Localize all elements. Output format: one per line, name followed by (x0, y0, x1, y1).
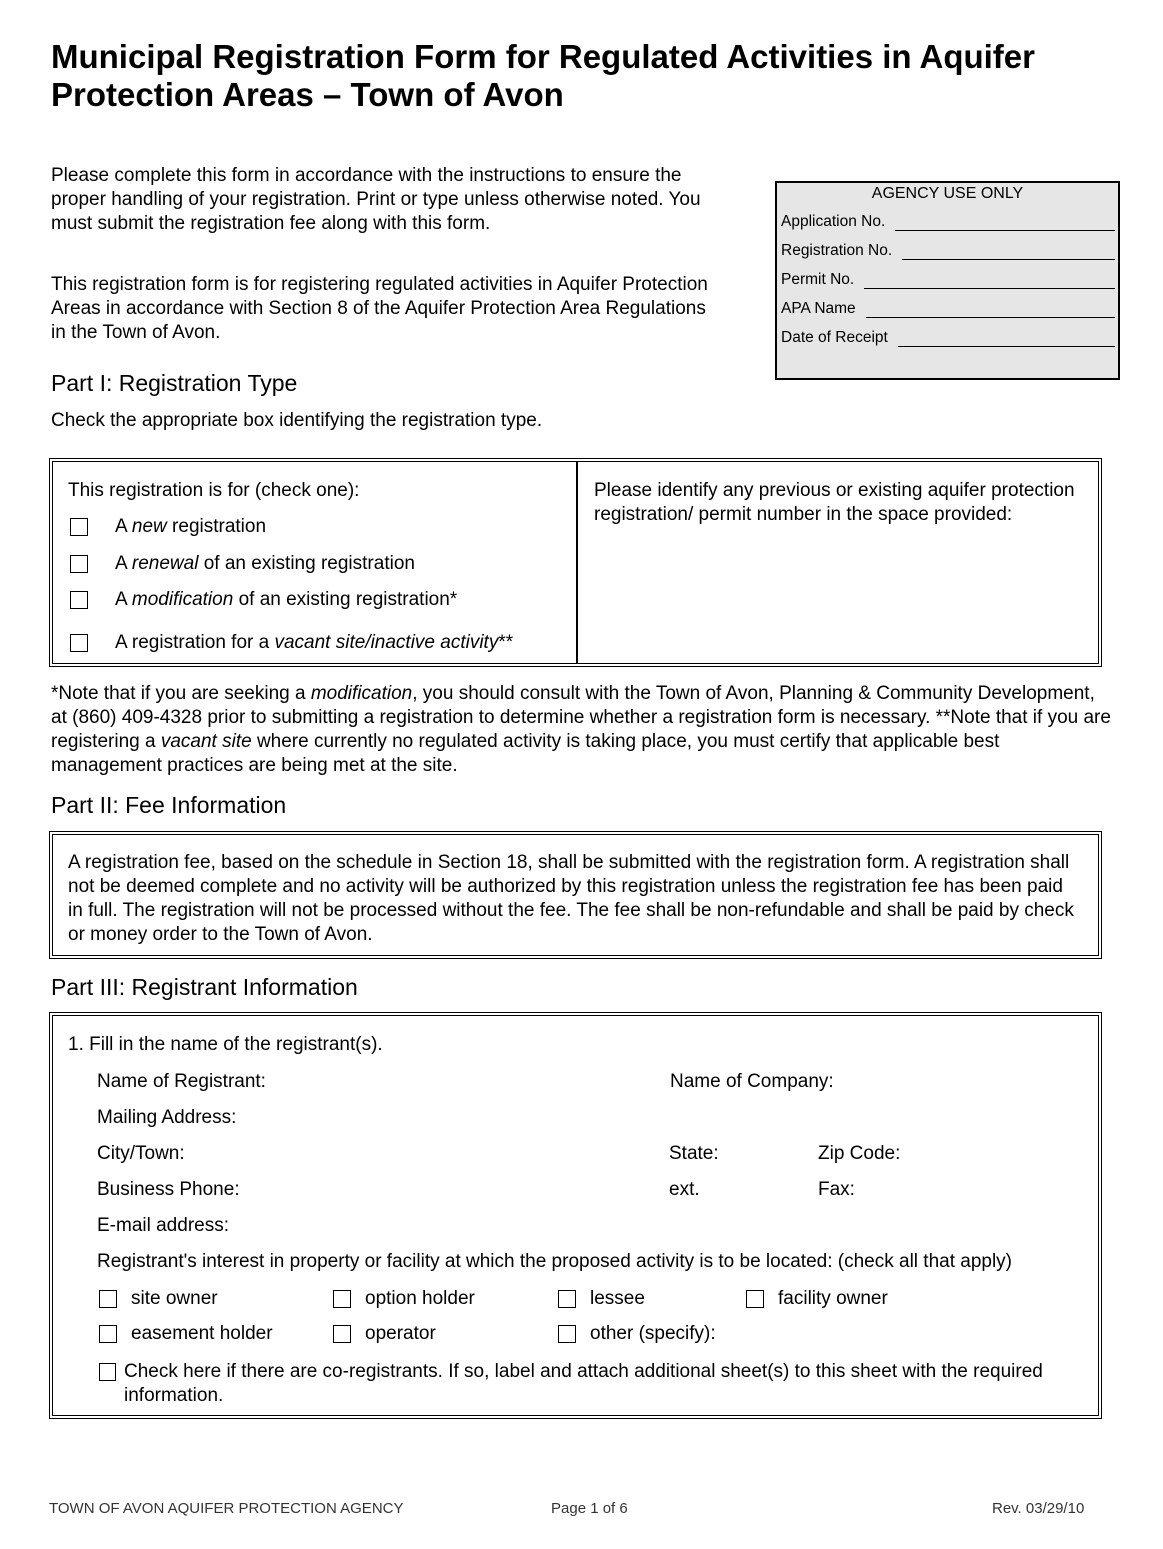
name-of-company-label: Name of Company: (670, 1071, 834, 1092)
footer-agency: TOWN OF AVON AQUIFER PROTECTION AGENCY (49, 1500, 404, 1517)
date-of-receipt-field[interactable] (781, 329, 1115, 347)
registration-no-field[interactable] (781, 242, 1115, 260)
footer-page-number: Page 1 of 6 (551, 1500, 628, 1517)
facility-owner-checkbox[interactable] (746, 1290, 764, 1308)
city-town-label: City/Town: (97, 1143, 185, 1164)
mailing-address-input[interactable] (263, 1102, 1083, 1130)
mailing-address-label: Mailing Address: (97, 1107, 237, 1128)
vacant-site-checkbox[interactable] (70, 634, 88, 652)
business-phone-label: Business Phone: (97, 1179, 240, 1200)
modification-checkbox[interactable] (70, 591, 88, 609)
item1-label: 1. Fill in the name of the registrant(s). (68, 1034, 383, 1055)
interest-other[interactable]: other (specify): (558, 1322, 716, 1346)
interest-site-owner[interactable]: site owner (99, 1287, 218, 1311)
email-label: E-mail address: (97, 1215, 229, 1236)
site-owner-checkbox[interactable] (99, 1290, 117, 1308)
city-town-input[interactable] (208, 1138, 658, 1166)
intro-paragraph-1: Please complete this form in accordance with the instructions to ensure the proper handling of your registration. Print or type unless otherwise noted. You must submit the registration fee along with this form. (51, 165, 701, 234)
interest-lessee[interactable]: lessee (558, 1287, 645, 1311)
email-input[interactable] (253, 1210, 1083, 1238)
apa-name-label: APA Name (781, 300, 856, 317)
application-no-label: Application No. (781, 213, 886, 230)
interest-label: Registrant's interest in property or facility at which the proposed activity is to be located: (check all that apply) (97, 1251, 1013, 1272)
registrant-information-box (49, 1012, 1102, 1419)
coregistrants-label: Check here if there are co-registrants. If so, label and attach additional sheet(s) to this sheet with the required information. (124, 1361, 1043, 1406)
lessee-checkbox[interactable] (558, 1290, 576, 1308)
new-registration-checkbox[interactable] (70, 518, 88, 536)
fax-label: Fax: (818, 1179, 855, 1200)
apa-name-field[interactable] (781, 300, 1115, 318)
fee-information-text: A registration fee, based on the schedule in Section 18, shall be submitted with the registration form. A registration shall not be deemed complete and no activity will be authorized by this registration unless the registration fee has been paid in full. The registration will not be processed without the fee. The fee shall be non-refundable and shall be paid by check or money order to the Town of Avon. (68, 852, 1074, 945)
name-of-registrant-label: Name of Registrant: (97, 1071, 266, 1092)
registration-for-label: This registration is for (check one): (68, 480, 360, 501)
permit-no-field[interactable] (781, 271, 1115, 289)
part2-heading: Part II: Fee Information (51, 792, 287, 818)
renewal-checkbox[interactable] (70, 555, 88, 573)
option-holder-checkbox[interactable] (333, 1290, 351, 1308)
part1-instruction: Check the appropriate box identifying the registration type. (51, 410, 543, 431)
state-label: State: (669, 1143, 719, 1164)
box-divider (576, 462, 578, 663)
part1-note: *Note that if you are seeking a modification, you should consult with the Town of Avon, Planning & Community Development, at (860) 409-4328 prior to submitting a registration to determine whether a registration form is necessary. **Note that if you are registering a vacant site where currently no regulated activity is taking place, you must certify that applicable best management practices are being met at the site. (51, 683, 1111, 776)
interest-option-holder[interactable]: option holder (333, 1287, 475, 1311)
part3-heading: Part III: Registrant Information (51, 974, 358, 1000)
business-phone-input[interactable] (263, 1174, 653, 1202)
coregistrants-option[interactable] (99, 1360, 1084, 1408)
operator-checkbox[interactable] (333, 1325, 351, 1343)
state-input[interactable] (731, 1138, 811, 1166)
name-of-registrant-input[interactable] (293, 1066, 653, 1094)
ext-label: ext. (669, 1179, 700, 1200)
zip-code-input[interactable] (915, 1138, 1085, 1166)
previous-permit-number-input[interactable] (594, 557, 1084, 657)
permit-no-label: Permit No. (781, 271, 855, 288)
page-title: Municipal Registration Form for Regulated Activities in Aquifer Protection Areas – Town of Avon (51, 38, 1035, 113)
registration-type-box (49, 458, 1102, 667)
application-no-field[interactable] (781, 213, 1115, 231)
name-of-company-input[interactable] (853, 1066, 1093, 1094)
easement-holder-checkbox[interactable] (99, 1325, 117, 1343)
zip-code-label: Zip Code: (818, 1143, 901, 1164)
agency-heading: AGENCY USE ONLY (871, 185, 1024, 202)
interest-facility-owner[interactable]: facility owner (746, 1287, 888, 1311)
fax-input[interactable] (865, 1174, 1085, 1202)
ext-input[interactable] (713, 1174, 808, 1202)
previous-permit-instruction: Please identify any previous or existing aquifer protection registration/ permit number in the space provided: (594, 480, 1075, 525)
agency-use-only-box (775, 181, 1120, 380)
option-new-registration[interactable]: A new registration (70, 515, 266, 539)
other-checkbox[interactable] (558, 1325, 576, 1343)
interest-operator[interactable]: operator (333, 1322, 436, 1346)
fee-information-box (49, 831, 1102, 959)
date-of-receipt-label: Date of Receipt (781, 329, 888, 346)
interest-easement-holder[interactable]: easement holder (99, 1322, 273, 1346)
other-specify-input[interactable] (743, 1318, 1083, 1346)
coregistrants-checkbox[interactable] (99, 1363, 116, 1381)
intro-paragraph-2: This registration form is for registering regulated activities in Aquifer Protection Areas in accordance with Section 8 of the Aquifer Protection Area Regulations in the Town of Avon. (51, 274, 708, 343)
footer-revision: Rev. 03/29/10 (992, 1500, 1085, 1517)
part1-heading: Part I: Registration Type (51, 370, 298, 396)
option-renewal[interactable]: A renewal of an existing registration (70, 552, 415, 576)
registration-no-label: Registration No. (781, 242, 893, 259)
option-modification[interactable]: A modification of an existing registration* (70, 588, 457, 612)
option-vacant-site[interactable]: A registration for a vacant site/inactive activity** (70, 631, 513, 655)
